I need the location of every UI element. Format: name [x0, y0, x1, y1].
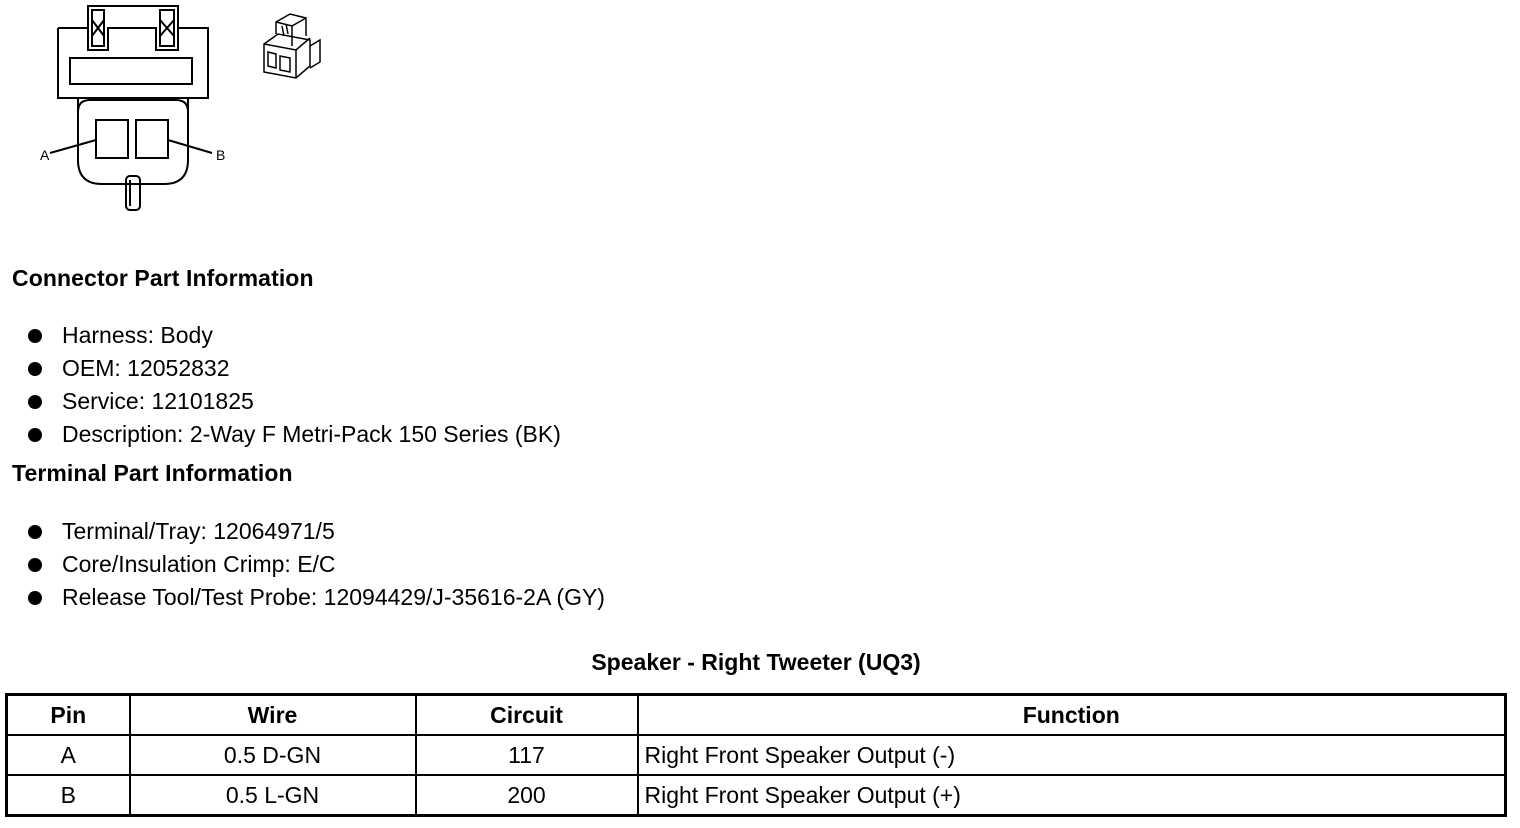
- terminal-info-list: [28, 515, 605, 614]
- column-header-wire: Wire: [130, 695, 416, 736]
- wire-cell: 0.5 L-GN: [130, 775, 416, 816]
- pin-label-b: B: [216, 147, 226, 163]
- list-item: Release Tool/Test Probe: 12094429/J-35616-2A (GY): [28, 581, 605, 614]
- bullet-icon: [28, 362, 42, 376]
- list-item: OEM: 12052832: [28, 352, 561, 385]
- table-row: [7, 735, 1506, 775]
- list-item: Core/Insulation Crimp: E/C: [28, 548, 605, 581]
- table-row: [7, 775, 1506, 816]
- function-cell: Right Front Speaker Output (+): [638, 775, 1506, 816]
- connector-iso-icon: [264, 14, 320, 78]
- terminal-info-heading: Terminal Part Information: [12, 460, 293, 486]
- list-item: Description: 2-Way F Metri-Pack 150 Series (BK): [28, 418, 561, 451]
- list-item: Harness: Body: [28, 319, 561, 352]
- connector-diagram: [30, 0, 360, 220]
- list-item: Service: 12101825: [28, 385, 561, 418]
- table-title: Speaker - Right Tweeter (UQ3): [591, 649, 921, 675]
- wire-cell: 0.5 D-GN: [130, 735, 416, 775]
- column-header-circuit: Circuit: [416, 695, 638, 736]
- pin-label-a: A: [40, 147, 50, 163]
- bullet-icon: [28, 525, 42, 539]
- connector-info-heading: Connector Part Information: [12, 265, 314, 291]
- bullet-icon: [28, 558, 42, 572]
- circuit-cell: 117: [416, 735, 638, 775]
- pinout-table: [5, 693, 1507, 817]
- pin-cell: A: [7, 735, 130, 775]
- bullet-icon: [28, 591, 42, 605]
- connector-info-list: [28, 319, 561, 451]
- bullet-icon: [28, 428, 42, 442]
- column-header-pin: Pin: [7, 695, 130, 736]
- pin-cell: B: [7, 775, 130, 816]
- bullet-icon: [28, 329, 42, 343]
- table-header-row: [7, 695, 1506, 736]
- column-header-function: Function: [638, 695, 1506, 736]
- function-cell: Right Front Speaker Output (-): [638, 735, 1506, 775]
- bullet-icon: [28, 395, 42, 409]
- list-item: Terminal/Tray: 12064971/5: [28, 515, 605, 548]
- circuit-cell: 200: [416, 775, 638, 816]
